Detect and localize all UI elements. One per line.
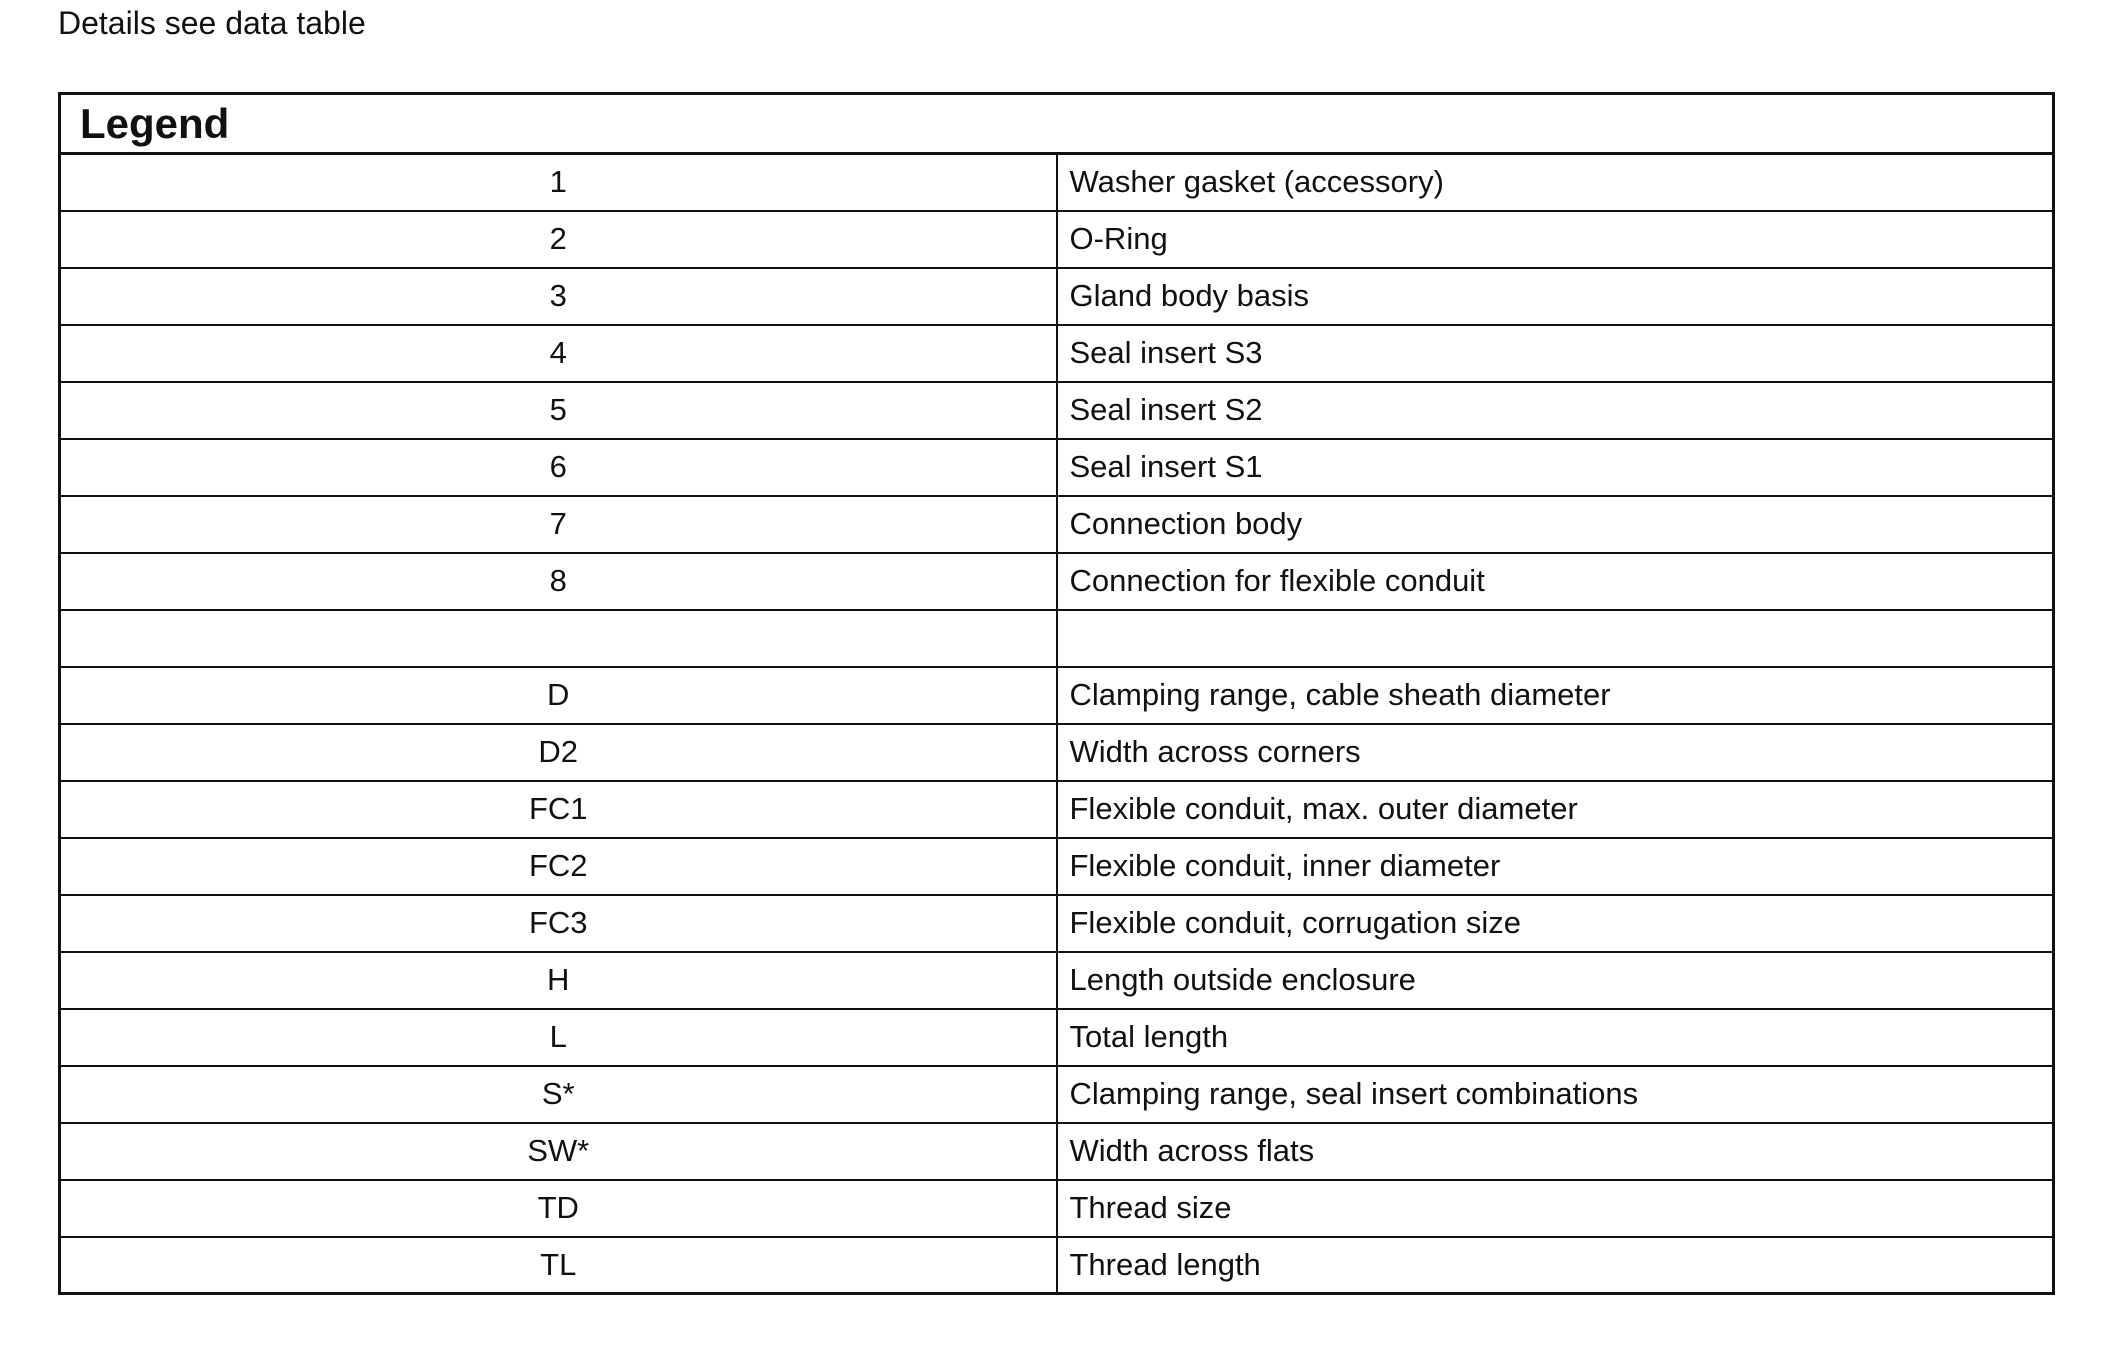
legend-description-cell: Length outside enclosure — [1057, 952, 2054, 1009]
legend-table — [58, 92, 2055, 1295]
legend-code-cell: SW* — [60, 1123, 1057, 1180]
legend-description-cell: Flexible conduit, corrugation size — [1057, 895, 2054, 952]
legend-code-cell: 8 — [60, 553, 1057, 610]
legend-code-cell: 1 — [60, 154, 1057, 211]
legend-description-cell: Gland body basis — [1057, 268, 2054, 325]
legend-description-cell: Seal insert S1 — [1057, 439, 2054, 496]
legend-header-row — [60, 94, 2054, 154]
legend-description-cell: Width across corners — [1057, 724, 2054, 781]
legend-code-cell: FC3 — [60, 895, 1057, 952]
legend-code-cell: FC1 — [60, 781, 1057, 838]
legend-description-cell: O-Ring — [1057, 211, 2054, 268]
legend-code-cell: 3 — [60, 268, 1057, 325]
legend-row — [60, 211, 2054, 268]
legend-row — [60, 154, 2054, 211]
legend-row — [60, 724, 2054, 781]
legend-code-cell — [60, 610, 1057, 667]
legend-row — [60, 895, 2054, 952]
legend-description-cell: Flexible conduit, max. outer diameter — [1057, 781, 2054, 838]
legend-row — [60, 952, 2054, 1009]
legend-row — [60, 1123, 2054, 1180]
legend-table-body — [60, 154, 2054, 1294]
legend-description-cell: Seal insert S2 — [1057, 382, 2054, 439]
legend-row — [60, 1009, 2054, 1066]
legend-code-cell: TD — [60, 1180, 1057, 1237]
legend-description-cell: Clamping range, cable sheath diameter — [1057, 667, 2054, 724]
legend-code-cell: 6 — [60, 439, 1057, 496]
legend-row — [60, 667, 2054, 724]
legend-code-cell: FC2 — [60, 838, 1057, 895]
legend-code-cell: 5 — [60, 382, 1057, 439]
legend-row — [60, 382, 2054, 439]
legend-row — [60, 439, 2054, 496]
legend-code-cell: TL — [60, 1237, 1057, 1294]
legend-row — [60, 553, 2054, 610]
legend-code-cell: D2 — [60, 724, 1057, 781]
legend-description-cell: Thread length — [1057, 1237, 2054, 1294]
legend-code-cell: 4 — [60, 325, 1057, 382]
legend-description-cell: Thread size — [1057, 1180, 2054, 1237]
legend-row — [60, 781, 2054, 838]
legend-description-cell: Connection body — [1057, 496, 2054, 553]
legend-description-cell: Clamping range, seal insert combinations — [1057, 1066, 2054, 1123]
legend-row — [60, 610, 2054, 667]
legend-description-cell: Flexible conduit, inner diameter — [1057, 838, 2054, 895]
legend-title: Legend — [60, 94, 2054, 154]
legend-code-cell: S* — [60, 1066, 1057, 1123]
legend-description-cell: Seal insert S3 — [1057, 325, 2054, 382]
legend-description-cell: Washer gasket (accessory) — [1057, 154, 2054, 211]
legend-description-cell — [1057, 610, 2054, 667]
details-note: Details see data table — [58, 5, 366, 41]
legend-row — [60, 1066, 2054, 1123]
legend-description-cell: Width across flats — [1057, 1123, 2054, 1180]
legend-description-cell: Total length — [1057, 1009, 2054, 1066]
legend-code-cell: 2 — [60, 211, 1057, 268]
legend-row — [60, 268, 2054, 325]
legend-row — [60, 496, 2054, 553]
legend-row — [60, 838, 2054, 895]
legend-row — [60, 325, 2054, 382]
legend-code-cell: L — [60, 1009, 1057, 1066]
legend-description-cell: Connection for flexible conduit — [1057, 553, 2054, 610]
legend-code-cell: 7 — [60, 496, 1057, 553]
legend-code-cell: D — [60, 667, 1057, 724]
legend-code-cell: H — [60, 952, 1057, 1009]
legend-row — [60, 1237, 2054, 1294]
legend-row — [60, 1180, 2054, 1237]
